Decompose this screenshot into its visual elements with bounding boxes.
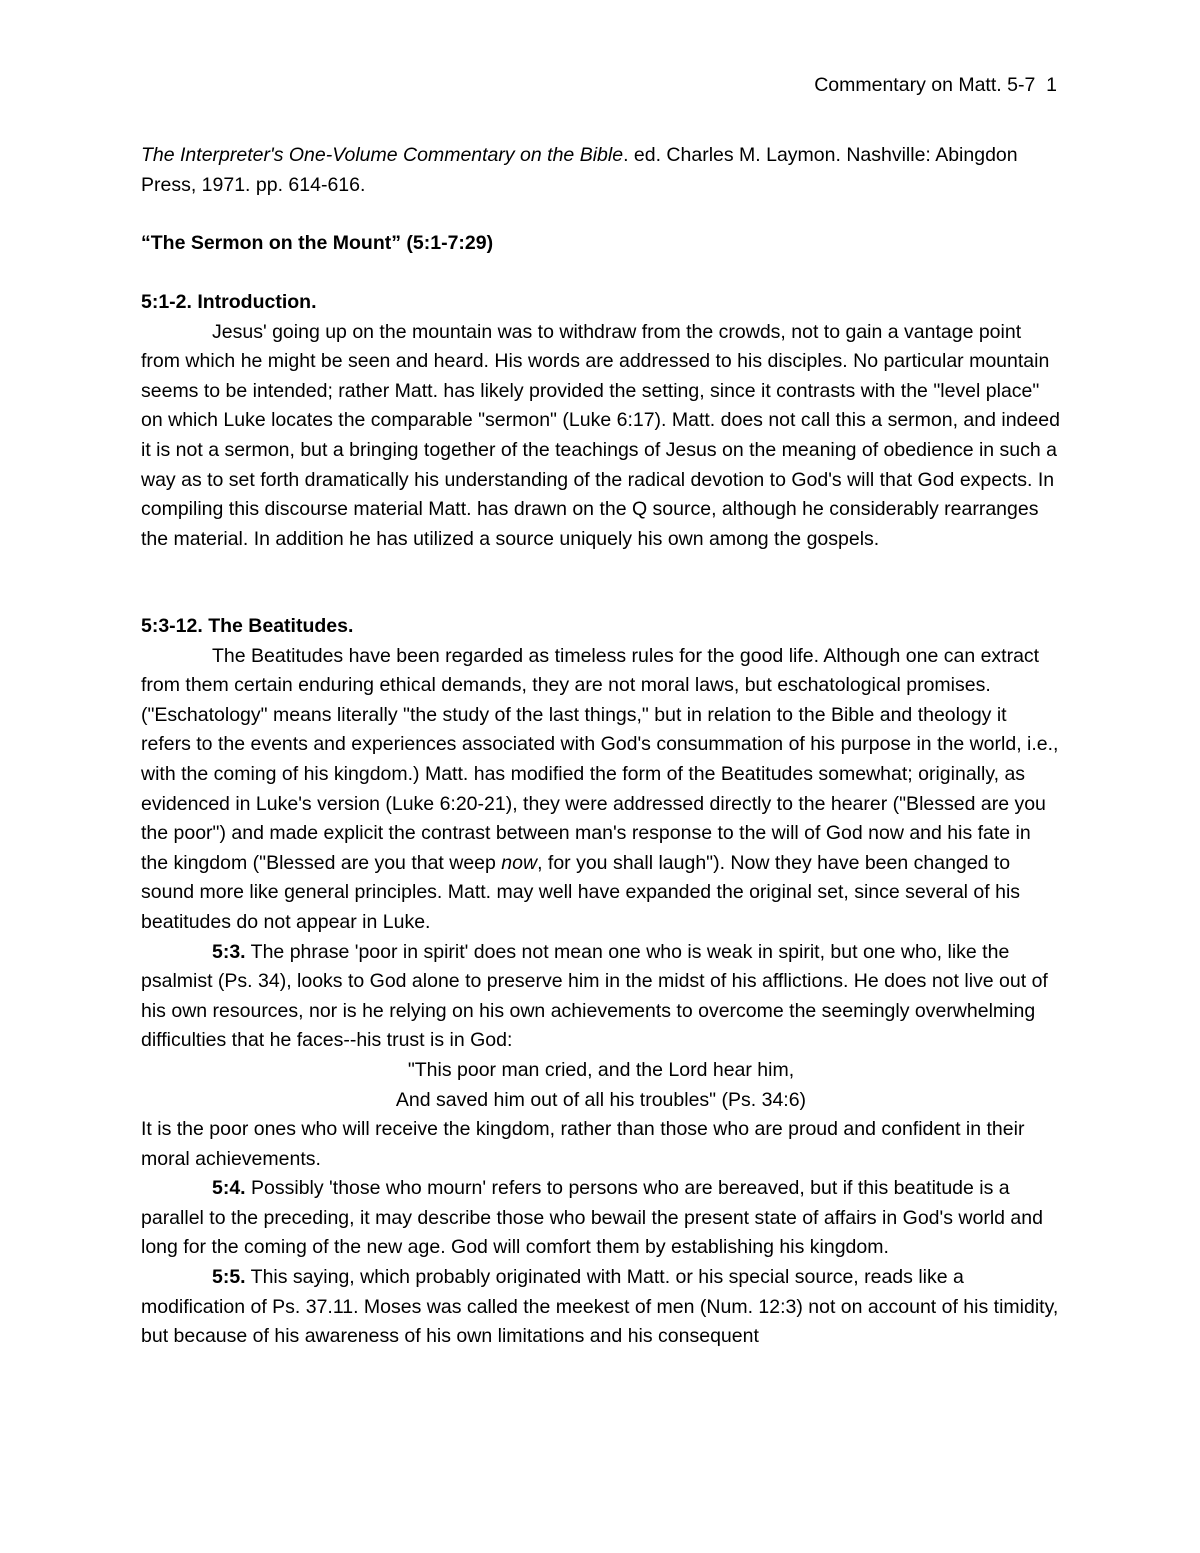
- section-introduction: [141, 288, 1061, 554]
- bibliographic-citation: [141, 141, 1061, 200]
- psalm-quote-line-1: "This poor man cried, and the Lord hear him,: [407, 1058, 795, 1081]
- section-beatitudes: [141, 612, 1061, 1352]
- citation-details: . ed. Charles M. Laymon. Nashville: Abingdon Press, 1971. pp. 614-616.: [141, 144, 1018, 196]
- citation-book-title: The Interpreter's One-Volume Commentary on the Bible: [141, 144, 624, 166]
- verse-5-3-continuation: It is the poor ones who will receive the kingdom, rather than those who are proud and confident in their moral achievements.: [141, 1118, 1025, 1170]
- beatitudes-text-2: , for you shall laugh"). Now they have been changed to sound more like general principles. Matt. may well have expanded the original set, since several of his beatitudes do not appear in Luke.: [141, 851, 1021, 933]
- page-number: 1: [1046, 74, 1057, 96]
- running-header-title: Commentary on Matt. 5-7: [814, 74, 1036, 96]
- verse-5-3-paragraph: [141, 938, 1061, 1056]
- introduction-paragraph: Jesus' going up on the mountain was to withdraw from the crowds, not to gain a vantage point from which he might be seen and heard. His words are addressed to his disciples. No particular mountain seems to be intended; rather Matt. has likely provided the setting, since it contrasts with the "level place" on which Luke locates the comparable "sermon" (Luke 6:17). Matt. does not call this a sermon, and indeed it is not a sermon, but a bringing together of the teachings of Jesus on the meaning of obedience in such a way as to set forth dramatically his understanding of the radical devotion to God's will that God expects. In compiling this discourse material Matt. has drawn on the Q source, although he considerably rearranges the material. In addition he has utilized a source uniquely his own among the gospels.: [141, 320, 1060, 550]
- running-header: [814, 71, 1057, 101]
- verse-ref-5-5: 5:5.: [212, 1266, 246, 1289]
- psalm-quote-line-2: And saved him out of all his troubles" (Ps. 34:6): [395, 1088, 807, 1111]
- section-heading-introduction: 5:1-2. Introduction.: [141, 291, 317, 313]
- verse-5-4-paragraph: [141, 1174, 1061, 1263]
- document-title: “The Sermon on the Mount” (5:1-7:29): [141, 232, 494, 254]
- section-heading-beatitudes: 5:3-12. The Beatitudes.: [141, 615, 354, 637]
- verse-5-4-text: Possibly 'those who mourn' refers to persons who are bereaved, but if this beatitude is a parallel to the preceding, it may describe those who bewail the present state of affairs in God's world and long for the coming of the new age. God will comfort them by establishing his kingdom.: [141, 1177, 1043, 1259]
- verse-ref-5-4: 5:4.: [212, 1177, 246, 1200]
- verse-5-3-text: The phrase 'poor in spirit' does not mean one who is weak in spirit, but one who, like the psalmist (Ps. 34), looks to God alone to preserve him in the midst of his afflictions. He does not live out of his own resources, nor is he relying on his own achievements to overcome the seemingly overwhelming difficulties that he faces--his trust is in God:: [141, 940, 1048, 1052]
- verse-ref-5-3: 5:3.: [212, 940, 246, 963]
- verse-5-5-text: This saying, which probably originated with Matt. or his special source, reads like a modification of Ps. 37.11. Moses was called the meekest of men (Num. 12:3) not on account of his timidity, but because of his awareness of his own limitations and his consequent: [141, 1266, 1059, 1348]
- beatitudes-paragraph: [141, 642, 1061, 938]
- beatitudes-text-1: The Beatitudes have been regarded as timeless rules for the good life. Although one can extract from them certain enduring ethical demands, they are not moral laws, but eschatological promises. ("Eschatology" means literally "the study of the last things," but in relation to the Bible and theology it refers to the events and experiences associated with God's consummation of his purpose in the world, i.e., with the coming of his kingdom.) Matt. has modified the form of the Beatitudes somewhat; originally, as evidenced in Luke's version (Luke 6:20-21), they were addressed directly to the hearer ("Blessed are you the poor") and made explicit the contrast between man's response to the will of God now and his fate in the kingdom ("Blessed are you that weep: [141, 644, 1059, 874]
- verse-5-5-paragraph: [141, 1263, 1061, 1352]
- beatitudes-emphasis-now: now: [501, 851, 538, 874]
